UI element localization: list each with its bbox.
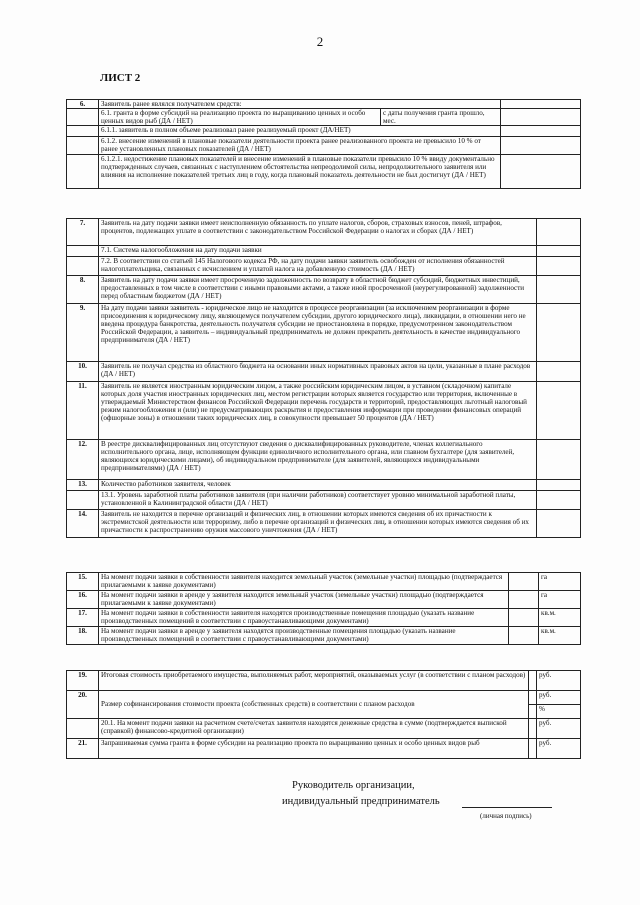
signature-title: Руководитель организации, [292,780,415,791]
value-cell[interactable] [509,573,539,591]
answer-cell[interactable] [501,155,581,189]
answer-cell[interactable] [501,126,581,137]
row-number: 19. [67,671,99,691]
value-cell[interactable] [509,591,539,609]
row-text: Размер софинансирования стоимости проекта (собственных средств) в соответствии с планом расходов [99,691,529,719]
row-number: 8. [67,276,99,304]
table-finance [66,670,581,759]
row-text: На дату подачи заявки заявитель - юридическое лицо не находится в процессе реорганизации (за исключением реорганизации в форме присоединения к юридическому лицу, являющемуся получателем субсидии, другого юридического лица), ликвидации, в отношении него не введена процедура банкротства, деятельность получателя субсидии не приостановлена в порядке, предусмотренном законодательством Российской Федерации, а заявитель – индивидуальный предприниматель не должен прекратить деятельность в качестве индивидуального предпринимателя (ДА / НЕТ) [99,304,537,362]
row-number: 16. [67,591,99,609]
answer-cell[interactable] [537,246,581,257]
row-number: 11. [67,382,99,440]
answer-cell[interactable] [501,109,581,126]
row-text: На момент подачи заявки в аренде у заявителя находится земельный участок (земельные участки) площадью (подтверждается прилагаемыми к заявке документами) [99,591,509,609]
row-text: Заявитель не является иностранным юридическим лицом, а также российским юридическим лицом, в уставном (складочном) капитале которых доля участия иностранных юридических лиц, местом регистрации которых является государство или территория, включенные в утверждаемый Министерством финансов Российской Федерации перечень государств и территорий, предоставляющих льготный налоговый режим налогообложения и (или) не предусматривающих раскрытия и предоставления информации при проведении финансовых операций (офшорные зоны) в отношении таких юридических лиц, в совокупности превышает 50 процентов (ДА / НЕТ) [99,382,537,440]
row-number: 18. [67,627,99,645]
value-cell[interactable] [509,609,539,627]
answer-cell[interactable] [501,137,581,155]
row-number: 15. [67,573,99,591]
answer-cell[interactable] [537,257,581,276]
row-number: 13. [67,480,99,491]
unit-label: руб. [537,739,581,759]
row-text: Запрашиваемая сумма гранта в форме субсидии на реализацию проекта по выращиванию ценных и особо ценных видов рыб [99,739,529,759]
sheet-title: ЛИСТ 2 [100,72,141,84]
value-cell[interactable] [529,719,537,739]
value-cell[interactable] [529,739,537,759]
row-number: 10. [67,362,99,382]
row-text: 6.1.1. заявитель в полном объеме реализовал ранее реализуемый проект (ДА/НЕТ) [99,126,501,137]
row-text: Заявитель ранее являлся получателем средств: [99,100,501,109]
unit-label: руб. [537,719,581,739]
table-property [66,572,581,645]
row-number: 9. [67,304,99,362]
value-cell[interactable] [509,627,539,645]
answer-cell[interactable] [537,362,581,382]
row-text: Количество работников заявителя, человек [99,480,537,491]
answer-cell[interactable] [537,219,581,246]
row-text: 6.1.2.1. недостижение плановых показателей и внесение изменений в плановые показатели превысило 10 % ввиду документально подтвержденных случаев, связанных с наступлением обстоятельства непреодолимой силы, непродолжительного заявителя или влияния на исполнение показателей третьих лиц в году, когда плановый показатель деятельности не был достигнут (ДА / НЕТ) [99,155,501,189]
signature-caption: (личная подпись) [480,812,532,820]
unit-label: кв.м. [539,627,581,645]
row-text: 13.1. Уровень заработной платы работников заявителя (при наличии работников) соответствует уровню минимальной заработной платы, установленной в Калининградской области (ДА / НЕТ) [99,491,537,510]
row-text: В реестре дисквалифицированных лиц отсутствуют сведения о дисквалифицированных руководителе, членах коллегиального исполнительного органа, лице, исполняющем функции единоличного исполнительного органа, или главном бухгалтере (для заявителей, являющихся юридическими лицами), об индивидуальном предпринимателе (для заявителей, являющихся индивидуальными предпринимателями) (ДА / НЕТ) [99,440,537,480]
table-previous-recipient [66,99,581,189]
row-number: 21. [67,739,99,759]
value-cell[interactable] [529,705,537,719]
answer-cell[interactable] [537,382,581,440]
row-text: 6.1.2. внесение изменений в плановые показатели деятельности проекта ранее реализованного проекта не превысило 10 % от ранее установленных плановых показателей (ДА / НЕТ) [99,137,501,155]
row-text: На момент подачи заявки в аренде у заявителя находятся производственные помещения площадью (указать название производственных помещений в соответствии с правоустанавливающими документами) [99,627,509,645]
row-text: Заявитель на дату подачи заявки имеет просроченную задолженность по возврату в областной бюджет субсидий, бюджетных инвестиций, предоставленных в том числе в соответствии с иными правовыми актами, а также иной просроченной (неурегулированной) задолженности перед областным бюджетом (ДА / НЕТ) [99,276,537,304]
answer-cell[interactable] [537,480,581,491]
row-text: На момент подачи заявки в собственности заявителя находятся производственные помещения площадью (указать название производственных помещений в соответствии с правоустанавливающими документами) [99,609,509,627]
row-number: 7. [67,219,99,246]
row-text: 6.1. гранта в форме субсидий на реализацию проекта по выращиванию ценных и особо ценных видов рыб (ДА / НЕТ) [99,109,381,126]
row-number: 14. [67,510,99,538]
signature-role: индивидуальный предприниматель [282,796,440,807]
unit-label: руб. [537,671,581,691]
unit-label: га [539,573,581,591]
answer-cell[interactable] [501,100,581,109]
row-text: Итоговая стоимость приобретаемого имущества, выполняемых работ, мероприятий, оказываемых услуг (в соответствии с планом расходов) [99,671,529,691]
row-number: 12. [67,440,99,480]
row-text: 20.1. На момент подачи заявки на расчетном счете/счетах заявителя находятся денежные средства в сумме (подтверждается выпиской (справкой) финансово-кредитной организации) [99,719,529,739]
answer-cell[interactable] [537,440,581,480]
unit-label: % [537,705,581,719]
table-compliance [66,218,581,538]
row-text: 7.2. В соответствии со статьей 145 Налогового кодекса РФ, на дату подачи заявки заявитель освобожден от исполнения обязанностей налогоплательщика, связанных с исчислением и уплатой налога на добавленную стоимость (ДА / НЕТ) [99,257,537,276]
unit-label: кв.м. [539,609,581,627]
value-cell[interactable] [529,671,537,691]
row-text: Заявитель на дату подачи заявки имеет неисполненную обязанность по уплате налогов, сборов, страховых взносов, пеней, штрафов, процентов, подлежащих уплате в соответствии с законодательством Российской Федерации о налогах и сборах (ДА / НЕТ) [99,219,537,246]
unit-label: га [539,591,581,609]
answer-cell[interactable] [537,491,581,510]
row-text: Заявитель не находится в перечне организаций и физических лиц, в отношении которых имеются сведения об их причастности к экстремистской деятельности или терроризму, либо в перечне организаций и физических лиц, в отношении которых имеются сведения об их причастности к распространению оружия массового уничтожения (ДА / НЕТ) [99,510,537,538]
answer-cell[interactable] [537,304,581,362]
signature-line[interactable] [462,807,552,808]
answer-cell[interactable] [537,276,581,304]
row-number: 17. [67,609,99,627]
value-cell[interactable] [529,691,537,705]
row-number: 6. [67,100,99,109]
row-text: На момент подачи заявки в собственности заявителя находится земельный участок (земельные участки) площадью (подтверждается прилагаемыми к заявке документами) [99,573,509,591]
row-text: Заявитель не получал средства из областного бюджета на основании иных нормативных правовых актов на цели, указанные в плане расходов (ДА / НЕТ) [99,362,537,382]
row-number: 20. [67,691,99,719]
row-text: 7.1. Система налогообложения на дату подачи заявки [99,246,537,257]
row-aside: с даты получения гранта прошло, мес. [381,109,501,126]
page-number: 2 [316,34,324,49]
unit-label: руб. [537,691,581,705]
answer-cell[interactable] [537,510,581,538]
